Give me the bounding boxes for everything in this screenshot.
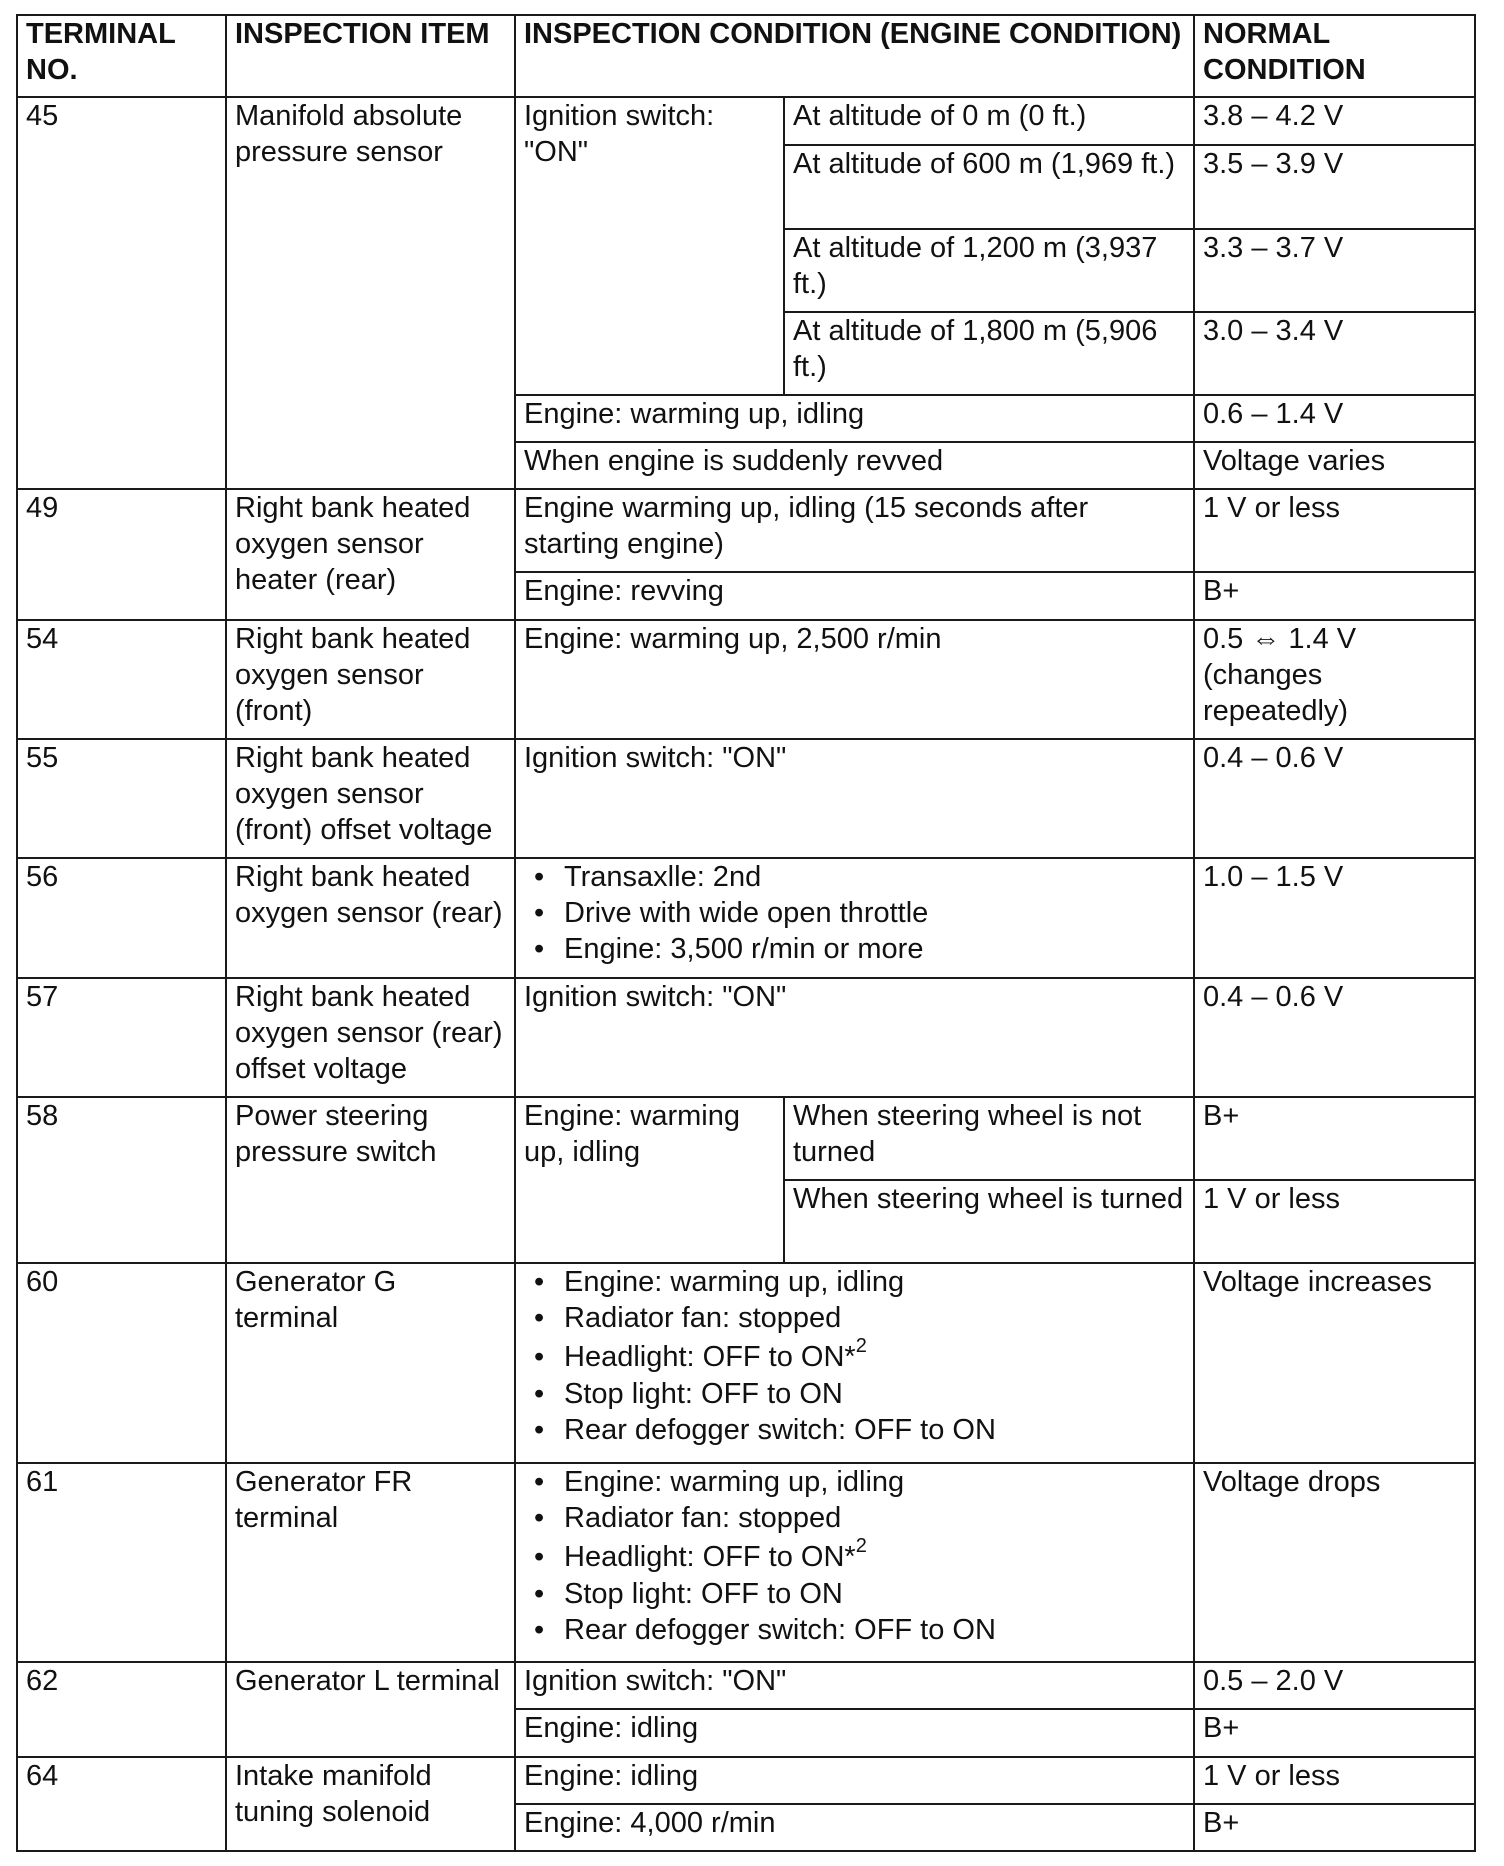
terminal-number: 62 — [17, 1662, 226, 1756]
inspection-condition: Engine: revving — [515, 572, 1194, 619]
normal-condition: 0.6 – 1.4 V — [1194, 395, 1475, 442]
inspection-condition: Engine: warming up, idling — [515, 395, 1194, 442]
list-item: • Drive with wide open throttle — [524, 895, 1185, 931]
terminal-number: 54 — [17, 620, 226, 739]
inspection-condition: Engine warming up, idling (15 seconds after starting engine) — [515, 489, 1194, 572]
terminal-number: 45 — [17, 97, 226, 489]
inspection-item: Power steering pressure switch — [226, 1097, 515, 1263]
table-row — [17, 1463, 1475, 1663]
inspection-item: Right bank heated oxygen sensor (front) offset voltage — [226, 739, 515, 858]
table-row — [17, 1263, 1475, 1463]
inspection-condition — [515, 1263, 1194, 1463]
terminal-number: 64 — [17, 1757, 226, 1851]
inspection-condition: Ignition switch: "ON" — [515, 1662, 1194, 1709]
inspection-condition: Engine: idling — [515, 1709, 1194, 1756]
inspection-condition — [515, 858, 1194, 977]
condition-bullet-list — [524, 1264, 1185, 1448]
normal-condition: 1 V or less — [1194, 1180, 1475, 1263]
table-row — [17, 489, 1475, 572]
sub-condition: At altitude of 1,800 m (5,906 ft.) — [784, 312, 1194, 395]
list-item: • Radiator fan: stopped — [524, 1300, 1185, 1336]
list-item-text: Headlight: OFF to ON* — [564, 1341, 856, 1374]
sub-condition: At altitude of 0 m (0 ft.) — [784, 97, 1194, 145]
terminal-number: 57 — [17, 978, 226, 1097]
terminal-number: 61 — [17, 1463, 226, 1663]
inspection-condition: Engine: warming up, idling — [515, 1097, 784, 1263]
inspection-item: Right bank heated oxygen sensor (rear) offset voltage — [226, 978, 515, 1097]
normal-condition: B+ — [1194, 1804, 1475, 1851]
table-row — [17, 1757, 1475, 1804]
inspection-item: Generator FR terminal — [226, 1463, 515, 1663]
normal-condition: Voltage drops — [1194, 1463, 1475, 1663]
normal-condition: 3.5 – 3.9 V — [1194, 145, 1475, 228]
list-item — [524, 1534, 1185, 1575]
table-row — [17, 1662, 1475, 1709]
sub-condition: At altitude of 600 m (1,969 ft.) — [784, 145, 1194, 228]
normal-condition: 1 V or less — [1194, 489, 1475, 572]
normal-condition: 3.8 – 4.2 V — [1194, 97, 1475, 145]
header-inspection-item: INSPECTION ITEM — [226, 15, 515, 97]
normal-condition: Voltage increases — [1194, 1263, 1475, 1463]
normal-condition: 0.5 ⇔ 1.4 V (changes repeatedly) — [1194, 620, 1475, 739]
list-item: • Transaxlle: 2nd — [524, 859, 1185, 895]
terminal-number: 60 — [17, 1263, 226, 1463]
footnote-mark: 2 — [855, 1335, 867, 1358]
inspection-table — [16, 14, 1476, 1852]
inspection-condition: Ignition switch: "ON" — [515, 97, 784, 395]
list-item: • Rear defogger switch: OFF to ON — [524, 1612, 1185, 1648]
inspection-item: Generator G terminal — [226, 1263, 515, 1463]
normal-condition: B+ — [1194, 1097, 1475, 1180]
inspection-item: Right bank heated oxygen sensor heater (rear) — [226, 489, 515, 619]
inspection-item: Manifold absolute pressure sensor — [226, 97, 515, 489]
normal-condition: 0.4 – 0.6 V — [1194, 739, 1475, 858]
terminal-number: 56 — [17, 858, 226, 977]
normal-condition: B+ — [1194, 1709, 1475, 1756]
inspection-item: Right bank heated oxygen sensor (rear) — [226, 858, 515, 977]
inspection-condition: When engine is suddenly revved — [515, 442, 1194, 489]
header-row — [17, 15, 1475, 97]
list-item-text: Headlight: OFF to ON* — [564, 1540, 856, 1573]
footnote-mark: 2 — [855, 1534, 867, 1557]
inspection-item: Intake manifold tuning solenoid — [226, 1757, 515, 1851]
list-item: • Stop light: OFF to ON — [524, 1576, 1185, 1612]
table-row — [17, 97, 1475, 145]
condition-bullet-list — [524, 859, 1185, 967]
inspection-condition: Engine: idling — [515, 1757, 1194, 1804]
inspection-item: Right bank heated oxygen sensor (front) — [226, 620, 515, 739]
inspection-condition: Ignition switch: "ON" — [515, 739, 1194, 858]
table-row — [17, 978, 1475, 1097]
sub-condition: When steering wheel is not turned — [784, 1097, 1194, 1180]
normal-condition: 0.5 – 2.0 V — [1194, 1662, 1475, 1709]
terminal-number: 58 — [17, 1097, 226, 1263]
normal-condition: B+ — [1194, 572, 1475, 619]
table-row — [17, 739, 1475, 858]
inspection-condition: Engine: 4,000 r/min — [515, 1804, 1194, 1851]
terminal-number: 55 — [17, 739, 226, 858]
list-item: • Radiator fan: stopped — [524, 1500, 1185, 1536]
inspection-condition: Engine: warming up, 2,500 r/min — [515, 620, 1194, 739]
header-inspection-condition: INSPECTION CONDITION (ENGINE CONDITION) — [515, 15, 1194, 97]
list-item: • Rear defogger switch: OFF to ON — [524, 1412, 1185, 1448]
inspection-condition — [515, 1463, 1194, 1663]
sub-condition: When steering wheel is turned — [784, 1180, 1194, 1263]
table-row — [17, 858, 1475, 977]
normal-condition: 1 V or less — [1194, 1757, 1475, 1804]
list-item: • Engine: 3,500 r/min or more — [524, 931, 1185, 967]
list-item: • Stop light: OFF to ON — [524, 1376, 1185, 1412]
list-item: • Engine: warming up, idling — [524, 1264, 1185, 1300]
table-row — [17, 620, 1475, 739]
terminal-number: 49 — [17, 489, 226, 619]
normal-condition: 3.0 – 3.4 V — [1194, 312, 1475, 395]
normal-condition: 0.4 – 0.6 V — [1194, 978, 1475, 1097]
list-item — [524, 1335, 1185, 1375]
normal-condition: 1.0 – 1.5 V — [1194, 858, 1475, 977]
condition-bullet-list — [524, 1464, 1185, 1648]
normal-condition: Voltage varies — [1194, 442, 1475, 489]
list-item: • Engine: warming up, idling — [524, 1464, 1185, 1500]
header-terminal-no: TERMINAL NO. — [17, 15, 226, 97]
header-normal-condition: NORMAL CONDITION — [1194, 15, 1475, 97]
table-row — [17, 1097, 1475, 1180]
sub-condition: At altitude of 1,200 m (3,937 ft.) — [784, 229, 1194, 312]
inspection-item: Generator L terminal — [226, 1662, 515, 1756]
inspection-condition: Ignition switch: "ON" — [515, 978, 1194, 1097]
normal-condition: 3.3 – 3.7 V — [1194, 229, 1475, 312]
